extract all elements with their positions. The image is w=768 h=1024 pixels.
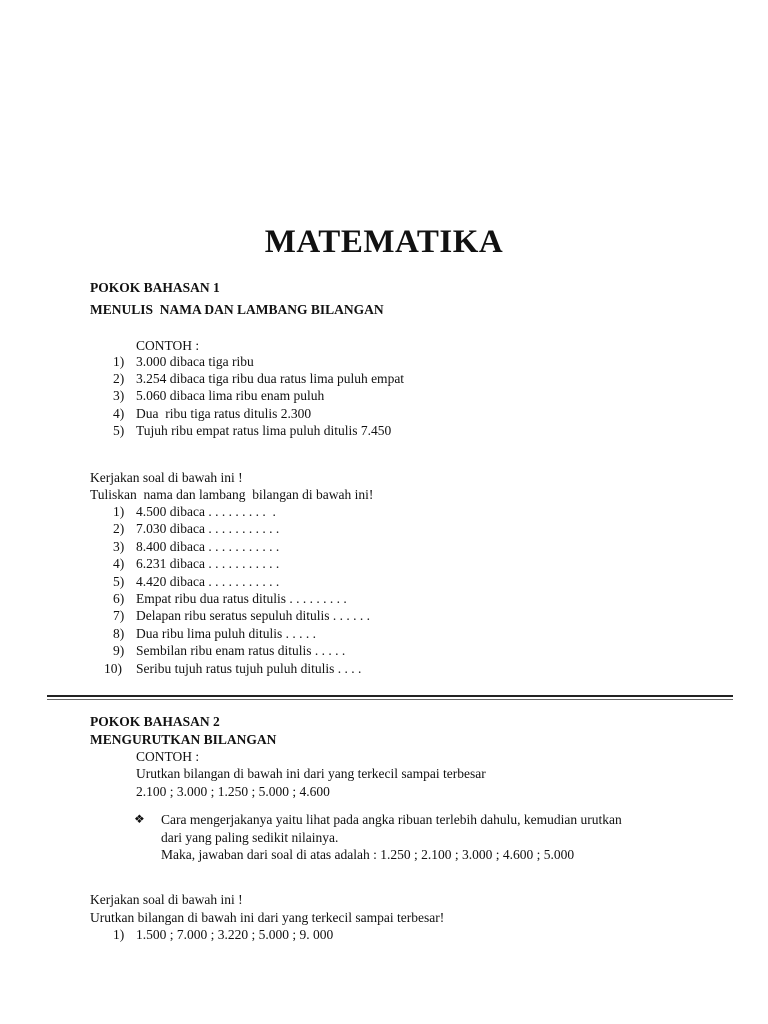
section2-subheading: MENGURUTKAN BILANGAN bbox=[90, 732, 277, 747]
section2-instruction2: Urutkan bilangan di bawah ini dari yang terkecil sampai terbesar! bbox=[90, 910, 445, 925]
list-item: 5.060 dibaca lima ribu enam puluh bbox=[136, 388, 325, 403]
list-item-number: 4) bbox=[113, 556, 125, 571]
list-item-number: 1) bbox=[113, 354, 125, 369]
list-item: 4.500 dibaca . . . . . . . . . . bbox=[136, 504, 276, 519]
section2-bullet-line1: Cara mengerjakanya yaitu lihat pada angka ribuan terlebih dahulu, kemudian urutkan bbox=[161, 812, 622, 827]
list-item-number: 5) bbox=[113, 574, 125, 589]
list-item: Seribu tujuh ratus tujuh puluh ditulis . . . . bbox=[136, 661, 362, 676]
list-item-number: 5) bbox=[113, 423, 125, 438]
section2-instruction1: Kerjakan soal di bawah ini ! bbox=[90, 892, 243, 907]
section1-subheading: MENULIS NAMA DAN LAMBANG BILANGAN bbox=[90, 302, 384, 317]
list-item: Dua ribu tiga ratus ditulis 2.300 bbox=[136, 406, 312, 421]
section2-heading: POKOK BAHASAN 2 bbox=[90, 714, 220, 729]
list-item: Dua ribu lima puluh ditulis . . . . . bbox=[136, 626, 316, 641]
list-item: Sembilan ribu enam ratus ditulis . . . . . bbox=[136, 643, 346, 658]
section1-instruction2: Tuliskan nama dan lambang bilangan di bawah ini! bbox=[90, 487, 374, 502]
section2-bullet-line3: Maka, jawaban dari soal di atas adalah : 1.250 ; 2.100 ; 3.000 ; 4.600 ; 5.000 bbox=[161, 847, 575, 862]
list-item-number: 2) bbox=[113, 521, 125, 536]
section2-example-numbers: 2.100 ; 3.000 ; 1.250 ; 5.000 ; 4.600 bbox=[136, 784, 330, 799]
list-item-number: 7) bbox=[113, 608, 125, 623]
list-item-number: 9) bbox=[113, 643, 125, 658]
section2-example-label: CONTOH : bbox=[136, 749, 200, 764]
list-item: Empat ribu dua ratus ditulis . . . . . . . . . bbox=[136, 591, 347, 606]
list-item: 7.030 dibaca . . . . . . . . . . . bbox=[136, 521, 280, 536]
list-item: 6.231 dibaca . . . . . . . . . . . bbox=[136, 556, 280, 571]
section2-bullet-line2: dari yang paling sedikit nilainya. bbox=[161, 830, 339, 845]
section-divider bbox=[47, 695, 733, 700]
section1-instruction1: Kerjakan soal di bawah ini ! bbox=[90, 470, 243, 485]
list-item-number: 2) bbox=[113, 371, 125, 386]
list-item: Delapan ribu seratus sepuluh ditulis . . . . . . bbox=[136, 608, 370, 623]
list-item-number: 8) bbox=[113, 626, 125, 641]
list-item: 1.500 ; 7.000 ; 3.220 ; 5.000 ; 9. 000 bbox=[136, 927, 334, 942]
list-item: 8.400 dibaca . . . . . . . . . . . bbox=[136, 539, 280, 554]
diamond-bullet-icon: ❖ bbox=[134, 812, 145, 826]
section2-example-text: Urutkan bilangan di bawah ini dari yang terkecil sampai terbesar bbox=[136, 766, 486, 781]
list-item: 3.254 dibaca tiga ribu dua ratus lima puluh empat bbox=[136, 371, 405, 386]
list-item: 4.420 dibaca . . . . . . . . . . . bbox=[136, 574, 280, 589]
list-item-number: 6) bbox=[113, 591, 125, 606]
list-item-number: 10) bbox=[104, 661, 122, 676]
section1-heading: POKOK BAHASAN 1 bbox=[90, 280, 220, 295]
list-item: Tujuh ribu empat ratus lima puluh ditulis 7.450 bbox=[136, 423, 392, 438]
list-item-number: 1) bbox=[113, 504, 125, 519]
list-item-number: 4) bbox=[113, 406, 125, 421]
list-item: 3.000 dibaca tiga ribu bbox=[136, 354, 254, 369]
page-title: MATEMATIKA bbox=[264, 224, 504, 260]
list-item-number: 3) bbox=[113, 388, 125, 403]
list-item-number: 3) bbox=[113, 539, 125, 554]
list-item-number: 1) bbox=[113, 927, 125, 942]
section1-example-label: CONTOH : bbox=[136, 338, 200, 353]
